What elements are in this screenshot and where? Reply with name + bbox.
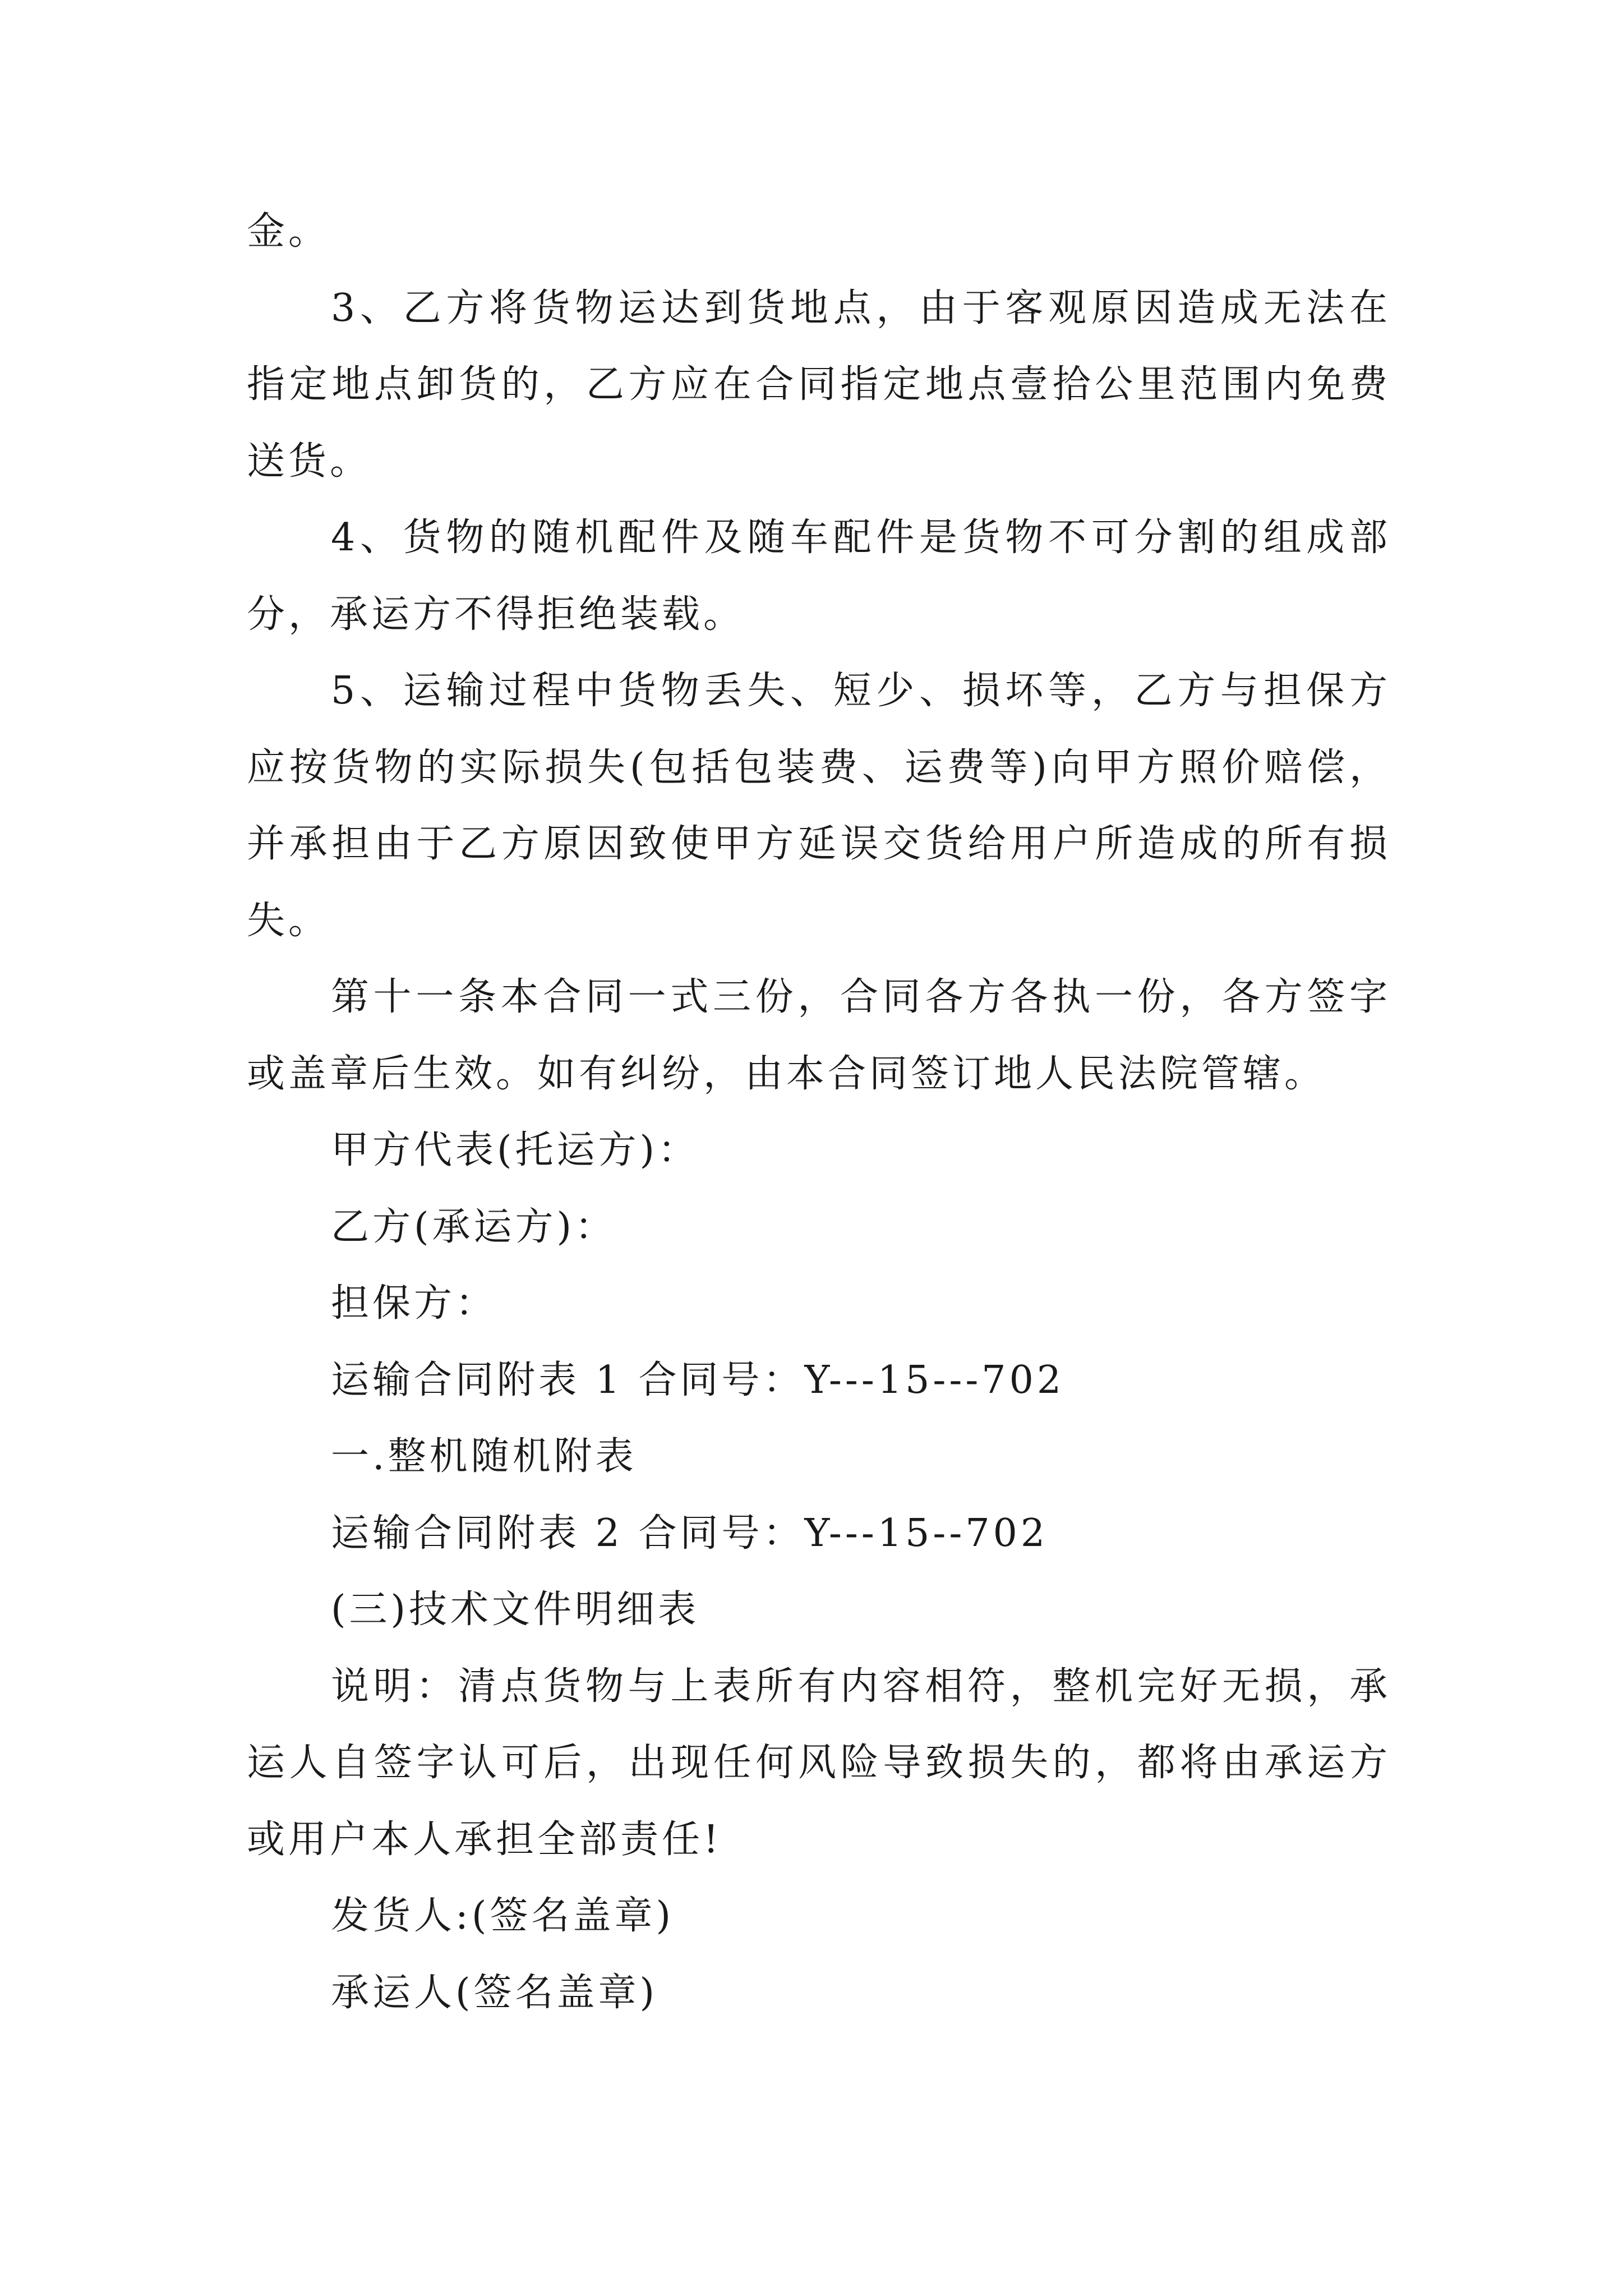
paragraph-clause-3: 3、乙方将货物运达到货地点，由于客观原因造成无法在指定地点卸货的，乙方应在合同指定地点壹拾公里范围内免费送货。 [247, 286, 1391, 484]
party-a-signature-line: 甲方代表(托运方)： [331, 1128, 700, 1172]
paragraph-clause-5: 5、运输过程中货物丢失、短少、损坏等，乙方与担保方应按货物的实际损失(包括包装费、运费等)向甲方照价赔偿，并承担由于乙方原因致使甲方延误交货给用户所造成的所有损失。 [247, 669, 1391, 943]
document-body [247, 194, 1391, 2031]
appendix-2-heading: 运输合同附表 2 合同号：Y---15--702 [331, 1511, 1049, 1556]
party-b-signature-line: 乙方(承运方)： [331, 1204, 617, 1249]
appendix-1-heading: 运输合同附表 1 合同号：Y---15---702 [331, 1358, 1065, 1402]
appendix-1-subheading: 一.整机随机附表 [331, 1434, 637, 1479]
paragraph-explanation: 说明：清点货物与上表所有内容相符，整机完好无损，承运人自签字认可后，出现任何风险导致损失的，都将由承运方或用户本人承担全部责任! [247, 1664, 1391, 1862]
paragraph-continuation: 金。 [247, 209, 330, 254]
guarantor-signature-line: 担保方： [331, 1281, 497, 1326]
shipper-signature-line: 发货人:(签名盖章) [331, 1894, 674, 1938]
appendix-2-subheading: (三)技术文件明细表 [331, 1588, 700, 1632]
paragraph-clause-4: 4、货物的随机配件及随车配件是货物不可分割的组成部分，承运方不得拒绝装载。 [247, 516, 1391, 637]
carrier-signature-line: 承运人(签名盖章) [331, 1970, 658, 2015]
paragraph-article-11: 第十一条本合同一式三份，合同各方各执一份，各方签字或盖章后生效。如有纠纷，由本合同签订地人民法院管辖。 [247, 975, 1391, 1096]
